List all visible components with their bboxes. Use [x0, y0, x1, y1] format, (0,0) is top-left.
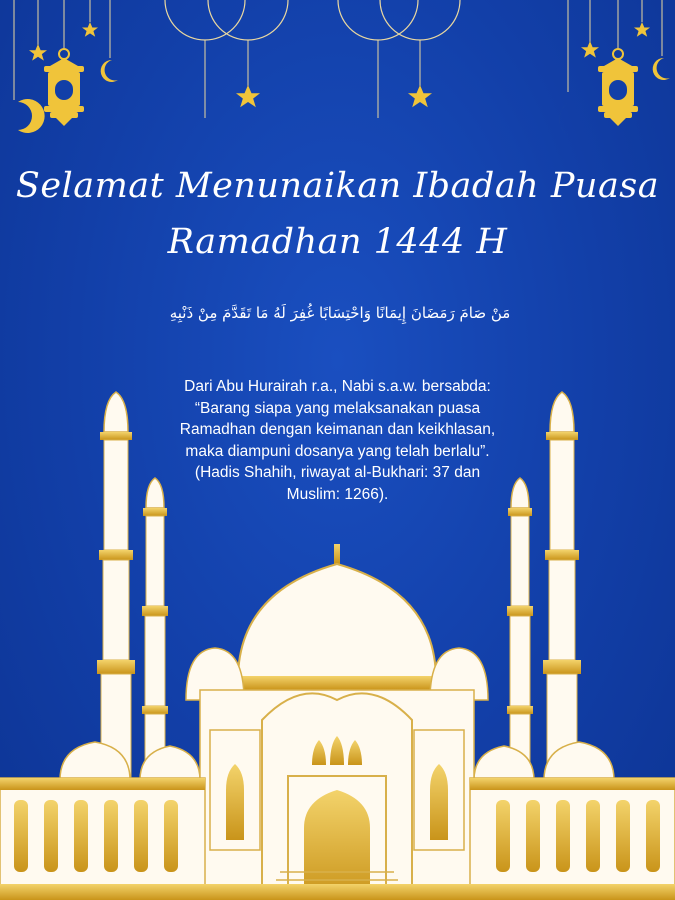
greeting-title-line2: Ramadhan 1444 H	[167, 222, 508, 262]
hadith-line: maka diampuni dosanya yang telah berlalu”.	[185, 442, 490, 460]
crescent-icon	[559, 100, 584, 139]
hanging-decorations	[0, 0, 675, 150]
hadith-arabic: مَنْ صَامَ رَمَضَانَ إِيمَانًا وَاحْتِسَابًا غُفِرَ لَهُ مَا تَقَدَّمَ مِنْ ذَنْبِهِ	[169, 304, 511, 322]
star-icon	[236, 85, 260, 107]
hadith-line: Muslim: 1266).	[286, 485, 389, 503]
lantern-icon	[598, 49, 638, 126]
crescent-icon	[653, 58, 670, 80]
star-icon	[82, 22, 98, 37]
star-icon	[634, 22, 650, 37]
star-icon	[581, 41, 599, 58]
lantern-icon	[44, 49, 84, 126]
hadith-line: Ramadhan dengan keimanan dan keikhlasan,	[179, 421, 496, 438]
hadith-line: Dari Abu Hurairah r.a., Nabi s.a.w. bersabda:	[184, 378, 491, 395]
hadith-line: “Barang siapa yang melaksanakan puasa	[194, 399, 481, 417]
crescent-icon	[101, 60, 118, 82]
greeting-title	[0, 158, 675, 270]
star-icon	[408, 85, 432, 107]
crescent-icon	[374, 118, 387, 140]
star-icon	[29, 44, 47, 61]
greeting-title-line1: Selamat Menunaikan Ibadah Puasa	[15, 166, 660, 206]
hadith-translation	[140, 376, 535, 505]
hadith-line: (Hadis Shahih, riwayat al-Bukhari: 37 dan	[194, 464, 481, 481]
crescent-icon	[201, 118, 214, 140]
crescent-icon	[18, 99, 45, 133]
